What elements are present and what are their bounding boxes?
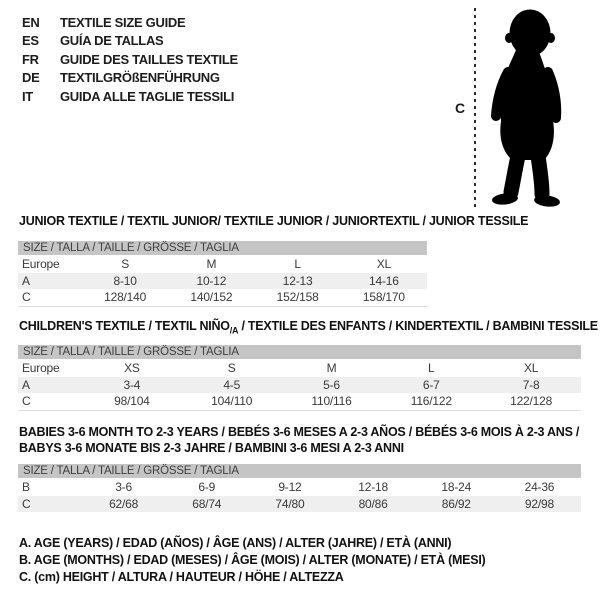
table-cell: 80/86 xyxy=(358,496,388,511)
row-label: C xyxy=(22,496,31,511)
table-cell: L xyxy=(428,361,435,376)
table-cell: M xyxy=(326,361,337,376)
childrens-size-table xyxy=(18,345,581,411)
table-cell: 128/140 xyxy=(104,290,147,305)
table-row xyxy=(18,377,581,394)
table-cell: 18-24 xyxy=(441,480,472,495)
table-cell: 5-6 xyxy=(323,377,340,392)
junior-section-title: JUNIOR TEXTILE / TEXTIL JUNIOR/ TEXTILE JUNIOR / JUNIORTEXTIL / JUNIOR TESSILE xyxy=(19,214,529,228)
language-code: EN xyxy=(22,14,40,30)
table-cell: L xyxy=(294,257,301,272)
guide-title-de: TEXTILGRÖßENFÜHRUNG xyxy=(60,70,220,86)
language-code: ES xyxy=(22,33,39,49)
height-measure-label: C xyxy=(455,100,466,116)
table-cell: 92/98 xyxy=(524,496,554,511)
table-row xyxy=(18,256,427,273)
table-cell: 158/170 xyxy=(362,290,405,305)
title-part: CHILDREN'S TEXTILE / TEXTIL NIÑO xyxy=(19,319,230,333)
table-cell: 3-6 xyxy=(115,480,132,495)
language-row-de xyxy=(22,69,238,88)
table-row xyxy=(18,496,581,513)
footnote-age-months: B. AGE (MONTHS) / EDAD (MESES) / ÂGE (MOIS) / ALTER (MONATE) / ETÀ (MESI) xyxy=(19,553,486,567)
babies-title-line1: BABIES 3-6 MONTH TO 2-3 YEARS / BEBÉS 3-6 MESES A 2-3 AÑOS / BÉBÉS 3-6 MOIS À 2-3 ANS / xyxy=(19,425,580,439)
footnote-height-cm: C. (cm) HEIGHT / ALTURA / HAUTEUR / HÖHE / ALTEZZA xyxy=(19,570,344,584)
title-subscript: /A xyxy=(229,325,239,336)
row-label: Europe xyxy=(22,361,60,376)
language-title-list xyxy=(22,13,238,106)
table-cell: 6-9 xyxy=(198,480,216,495)
table-cell: 12-18 xyxy=(358,480,388,495)
table-cell: 4-5 xyxy=(223,377,241,392)
row-label: A xyxy=(22,377,30,392)
language-code: DE xyxy=(22,70,40,86)
table-cell: 122/128 xyxy=(510,394,553,409)
title-part: / TEXTILE DES ENFANTS / KINDERTEXTIL / BAMBINI TESSILE xyxy=(238,319,598,333)
language-code: FR xyxy=(22,51,39,67)
table-cell: 6-7 xyxy=(422,377,440,392)
row-label: Europe xyxy=(22,257,60,272)
language-row-es xyxy=(22,32,238,51)
table-cell: 12-13 xyxy=(282,273,313,288)
table-cell: 9-12 xyxy=(278,480,302,495)
table-cell: S xyxy=(227,361,236,376)
table-cell: XS xyxy=(124,361,140,376)
table-cell: 68/74 xyxy=(192,496,222,511)
table-cell: 10-12 xyxy=(196,273,227,288)
row-label: C xyxy=(22,394,31,409)
row-label: B xyxy=(22,480,30,495)
guide-title-en: TEXTILE SIZE GUIDE xyxy=(60,14,186,30)
table-row xyxy=(18,360,581,377)
babies-size-table xyxy=(18,464,581,512)
row-label: A xyxy=(22,273,30,288)
table-cell: 8-10 xyxy=(113,273,137,288)
row-label: C xyxy=(22,290,31,305)
guide-title-fr: GUIDE DES TAILLES TEXTILE xyxy=(60,51,238,67)
table-cell: 98/104 xyxy=(114,394,150,409)
guide-title-es: GUÍA DE TALLAS xyxy=(60,33,164,49)
size-header-bar: SIZE / TALLA / TAILLE / GRÖSSE / TAGLIA xyxy=(18,464,581,478)
table-cell: 110/116 xyxy=(311,394,352,409)
table-cell: 62/68 xyxy=(109,496,139,511)
table-row xyxy=(18,273,427,290)
table-cell: 116/122 xyxy=(410,394,452,409)
babies-section-title xyxy=(19,424,579,456)
table-cell: 3-4 xyxy=(123,377,141,392)
language-row-en xyxy=(22,13,238,32)
footnote-age-years: A. AGE (YEARS) / EDAD (AÑOS) / ÂGE (ANS) / ALTER (JAHRE) / ETÀ (ANNI) xyxy=(19,536,452,550)
childrens-section-title xyxy=(19,318,598,339)
table-cell: S xyxy=(121,257,130,272)
baby-silhouette-icon xyxy=(482,8,574,208)
size-header-bar: SIZE / TALLA / TAILLE / GRÖSSE / TAGLIA xyxy=(18,241,427,255)
table-cell: 104/110 xyxy=(211,394,253,409)
table-cell: 86/92 xyxy=(441,496,471,511)
table-row xyxy=(18,393,581,411)
table-cell: 7-8 xyxy=(522,377,540,392)
table-cell: 140/152 xyxy=(190,290,233,305)
table-row xyxy=(18,479,581,496)
table-cell: XL xyxy=(376,257,392,272)
size-header-bar: SIZE / TALLA / TAILLE / GRÖSSE / TAGLIA xyxy=(18,345,581,359)
guide-title-it: GUIDA ALLE TAGLIE TESSILI xyxy=(60,88,235,104)
language-code: IT xyxy=(22,88,33,104)
table-cell: 152/158 xyxy=(276,290,319,305)
table-cell: M xyxy=(206,257,217,272)
junior-size-table xyxy=(18,241,427,307)
table-row xyxy=(18,289,427,307)
language-row-fr xyxy=(22,50,238,69)
table-cell: 14-16 xyxy=(369,273,399,288)
table-cell: XL xyxy=(523,361,539,376)
table-cell: 24-36 xyxy=(524,480,555,495)
height-dotted-line xyxy=(474,8,476,210)
language-row-it xyxy=(22,87,238,106)
babies-title-line2: BABYS 3-6 MONATE BIS 2-3 JAHRE / BAMBINI 3-6 MESI A 2-3 ANNI xyxy=(19,441,404,455)
table-cell: 74/80 xyxy=(275,496,305,511)
